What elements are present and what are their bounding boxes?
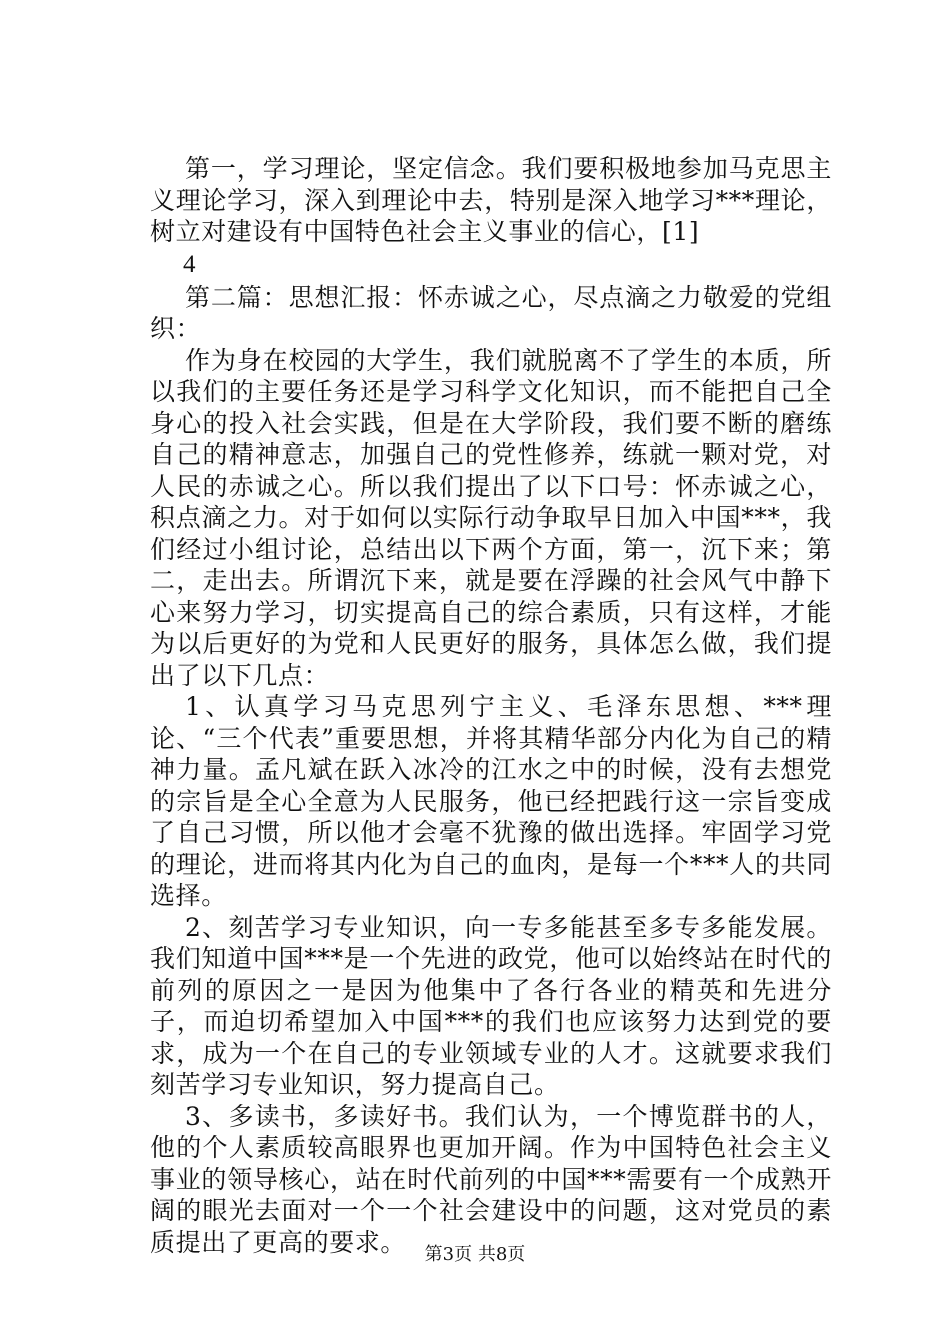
paragraph-point-3: 3、多读书，多读好书。我们认为，一个博览群书的人，他的个人素质较高眼界也更加开阔。作为中国特色社会主义事业的领导核心，站在时代前列的中国***需要有一个成熟开阔的眼光去面对一个一个社会建设中的问题，这对党员的素质提出了更高的要求。 — [150, 1101, 832, 1257]
paragraph-point-2: 2、刻苦学习专业知识，向一专多能甚至多专多能发展。我们知道中国***是一个先进的政党，他可以始终站在时代的前列的原因之一是因为他集中了各行各业的精英和先进分子，而迫切希望加入中国***的我们也应该努力达到党的要求，成为一个在自己的专业领域专业的人才。这就要求我们刻苦学习专业知识，努力提高自己。 — [150, 912, 832, 1099]
paragraph-point-1: 1、认真学习马克思列宁主义、毛泽东思想、***理论、“三个代表”重要思想，并将其精华部分内化为自己的精神力量。孟凡斌在跃入冰冷的江水之中的时候，没有去想党的宗旨是全心全意为人民服务，他已经把践行这一宗旨变成了自己习惯，所以他才会毫不犹豫的做出选择。牢固学习党的理论，进而将其内化为自己的血肉，是每一个***人的共同选择。 — [150, 692, 832, 910]
paragraph-marker: 4 — [183, 250, 196, 278]
paragraph-intro: 作为身在校园的大学生，我们就脱离不了学生的本质，所以我们的主要任务还是学习科学文化知识，而不能把自己全身心的投入社会实践，但是在大学阶段，我们要不断的磨练自己的精神意志，加强自己的党性修养，练就一颗对党，对人民的赤诚之心。所以我们提出了以下口号：怀赤诚之心，积点滴之力。对于如何以实际行动争取早日加入中国***，我们经过小组讨论，总结出以下两个方面，第一，沉下来；第二，走出去。所谓沉下来，就是要在浮躁的社会风气中静下心来努力学习，切实提高自己的综合素质，只有这样，才能为以后更好的为党和人民更好的服务，具体怎么做，我们提出了以下几点： — [150, 345, 832, 690]
section-heading: 第二篇：思想汇报：怀赤诚之心，尽点滴之力敬爱的党组织： — [150, 282, 832, 343]
paragraph-study-theory: 第一，学习理论，坚定信念。我们要积极地参加马克思主义理论学习，深入到理论中去，特别是深入地学习***理论，树立对建设有中国特色社会主义事业的信心，[1] — [150, 154, 832, 246]
document-body — [0, 153, 950, 1258]
page-footer: 第3页 共8页 — [424, 1244, 526, 1265]
